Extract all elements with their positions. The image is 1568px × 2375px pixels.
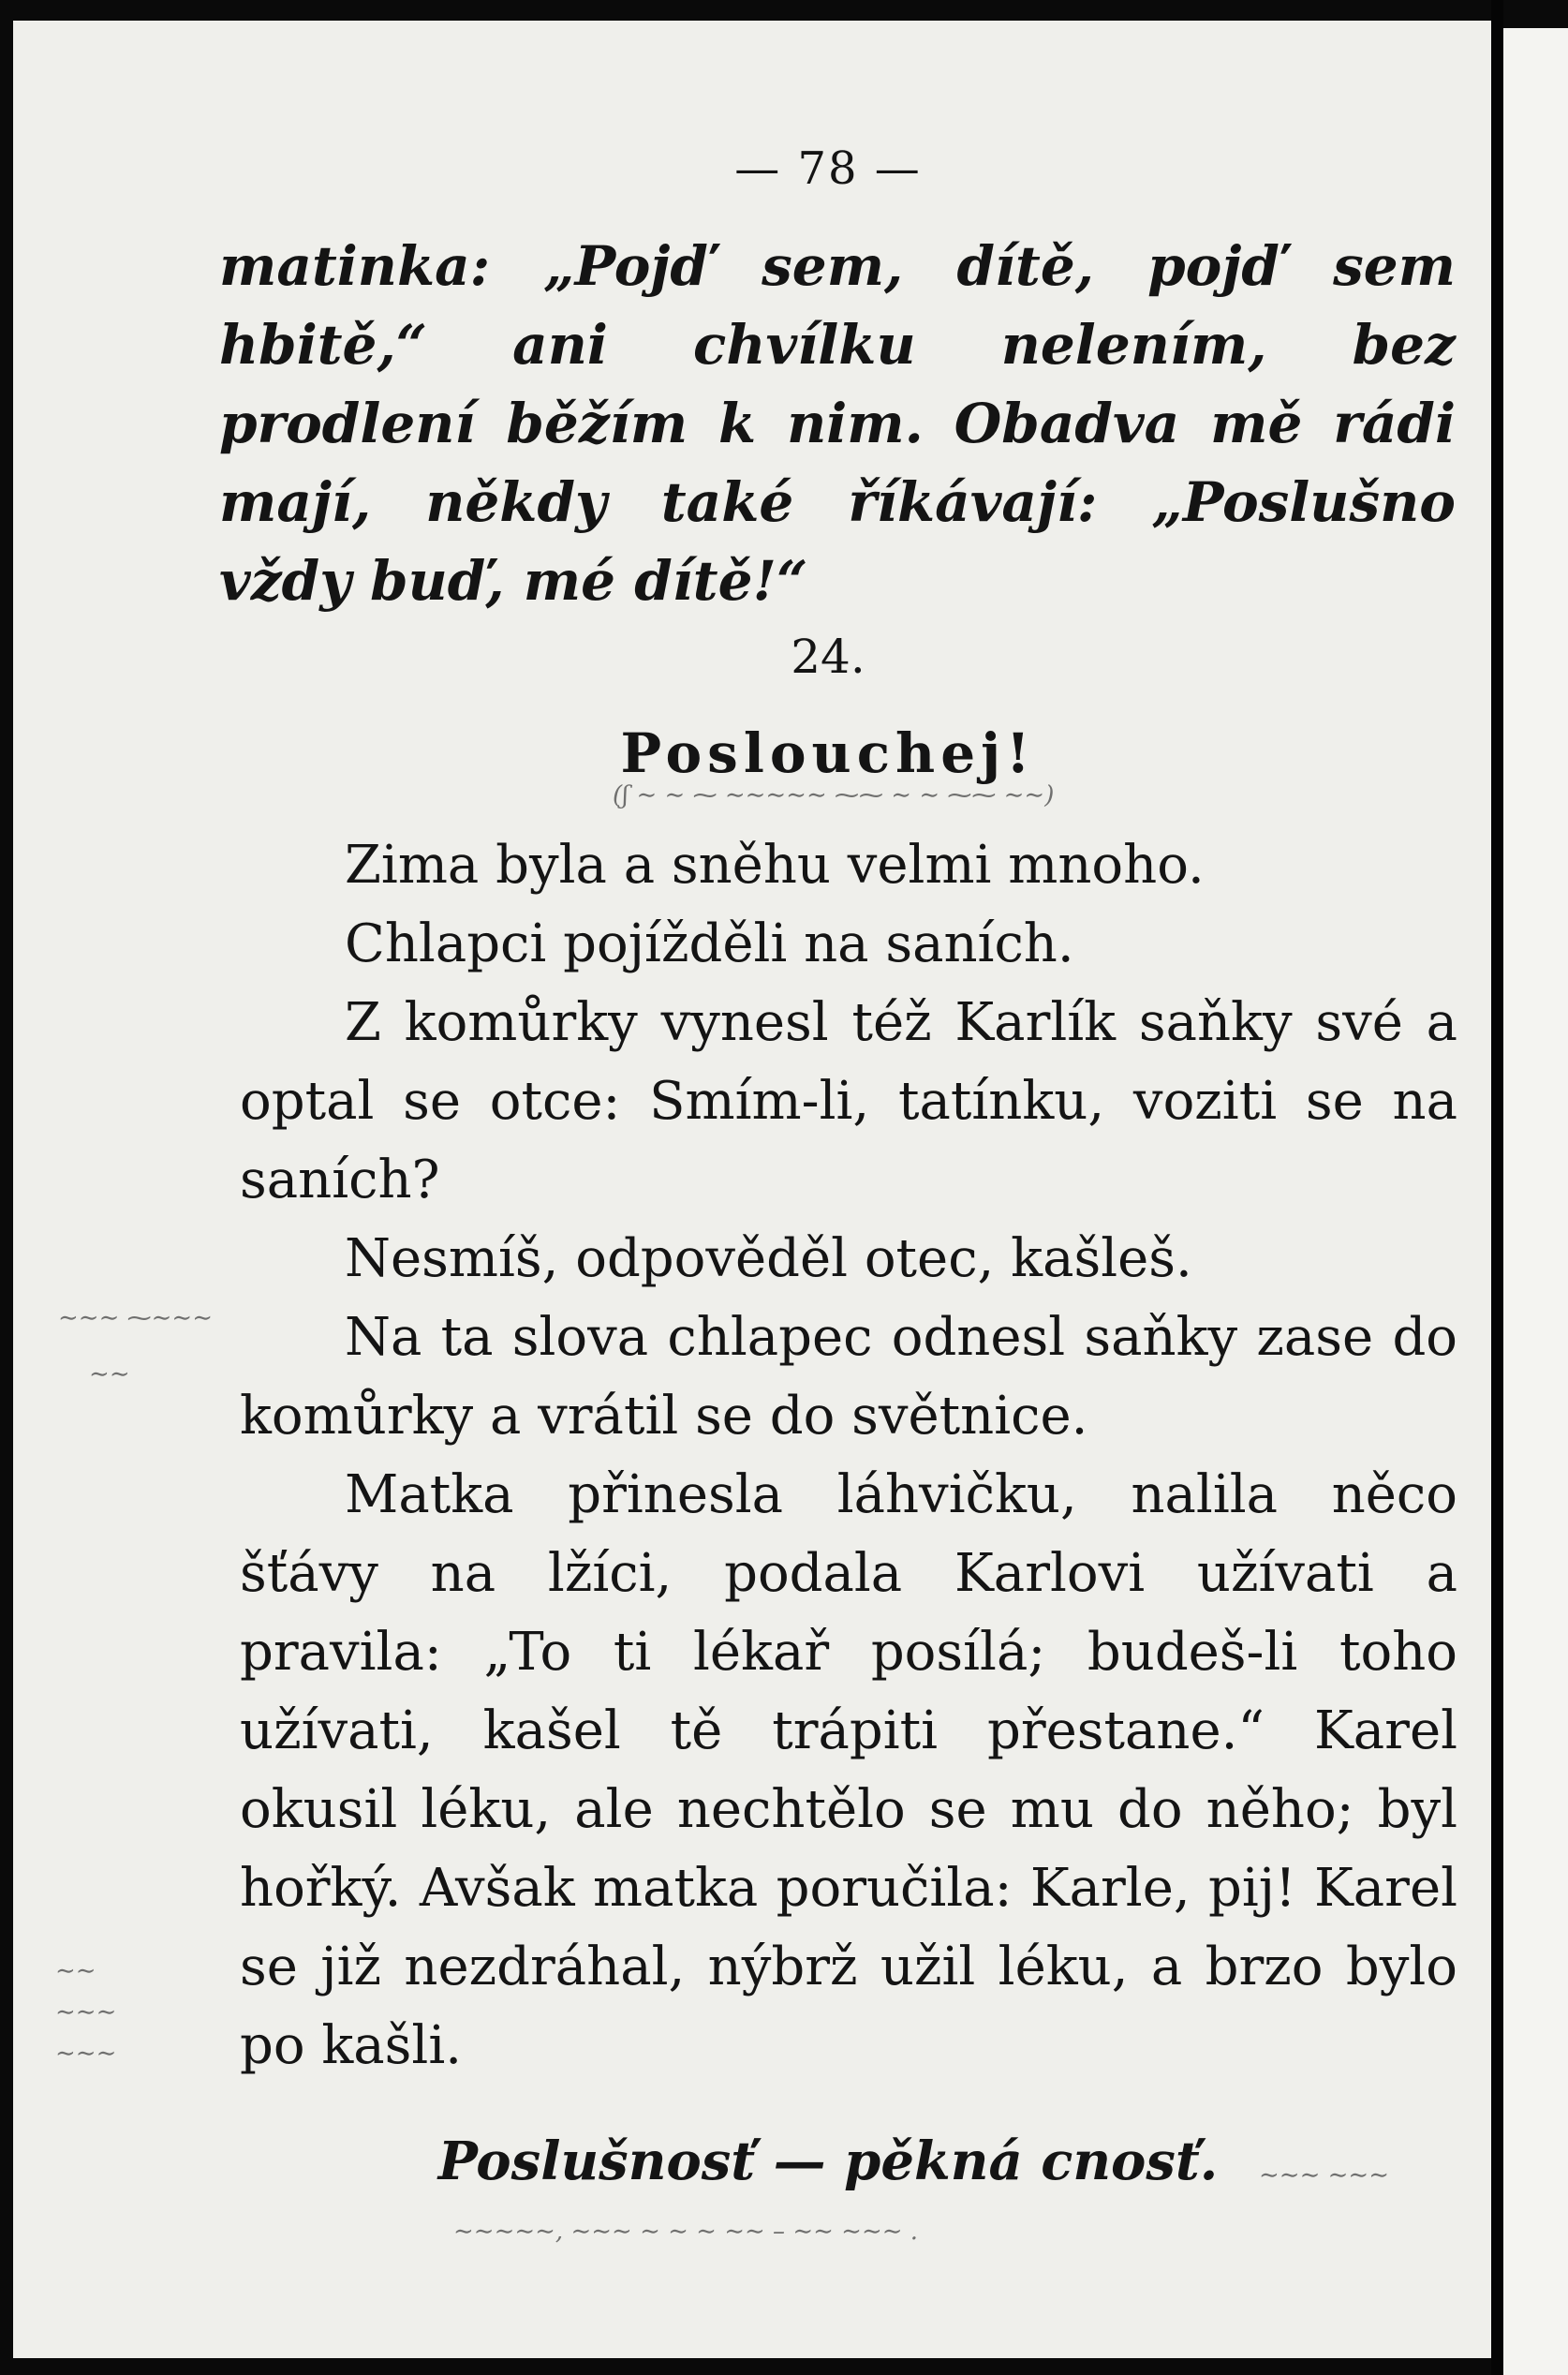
story-paragraph-4: Nesmíš, odpověděl otec, kašleš. — [345, 1228, 1192, 1289]
page-number: — 78 — — [734, 142, 922, 195]
story-paragraph-3: Z komůrky vynesl též Karlík saňky své a optal se otce: Smím-li, tatínku, voziti se na saních? — [240, 992, 1457, 1210]
adjacent-page-edge — [1503, 28, 1568, 2375]
page-gutter — [1491, 0, 1503, 2375]
handwritten-annotation-bottom: ∼∼∼∼∼, ∼∼∼ ∼ ∼ ∼ ∼∼ – ∼∼ ∼∼∼ . — [453, 2218, 919, 2246]
handwritten-annotation-moral: ∼∼∼ ∼∼∼ — [1259, 2161, 1389, 2189]
section-title: Poslouchej! — [620, 721, 1036, 785]
handwritten-margin-note-1: ∼∼∼ ⁓∼∼∼ ∼∼ — [58, 1304, 213, 1388]
story-paragraph-1: Zima byla a sněhu velmi mnoho. — [345, 835, 1205, 896]
story-paragraph-5: Na ta slova chlapec odnesl saňky zase do komůrky a vrátil se do světnice. — [240, 1307, 1457, 1447]
story-text — [240, 826, 1457, 2086]
intro-paragraph: matinka: „Pojď sem, dítě, pojď sem hbitě,“ ani chvílku nelením, bez prodlení běžím k nim. Obadva mě rádi mají, někdy také říkávají: „Poslušno vždy buď, mé dítě!“ — [219, 234, 1456, 613]
story-paragraph-2: Chlapci pojížděli na saních. — [345, 913, 1074, 974]
handwritten-margin-note-2: ∼∼ ∼∼∼ ∼∼∼ — [55, 1957, 117, 2068]
section-number: 24. — [791, 630, 865, 684]
book-page — [13, 21, 1491, 2358]
story-paragraph-6: Matka přinesla láhvičku, nalila něco šťávy na lžíci, podala Karlovi užívati a pravila: „To ti lékař posílá; budeš-li toho užívati, kašel tě trápiti přestane.“ Karel okusil léku, ale nechtělo se mu do něho; byl hořký. Avšak matka poručila: Karle, pij! Karel se již nezdráhal, nýbrž užil léku, a brzo bylo po kašli. — [240, 1464, 1457, 2076]
moral: Poslušnosť — pěkná cnosť. — [437, 2130, 1219, 2192]
handwritten-annotation-title: (ʃ ∼ ∼ ⁓ ∼∼∼∼∼ ⁓⁓ ∼ ∼ ⁓⁓ ∼∼) — [613, 781, 1055, 809]
